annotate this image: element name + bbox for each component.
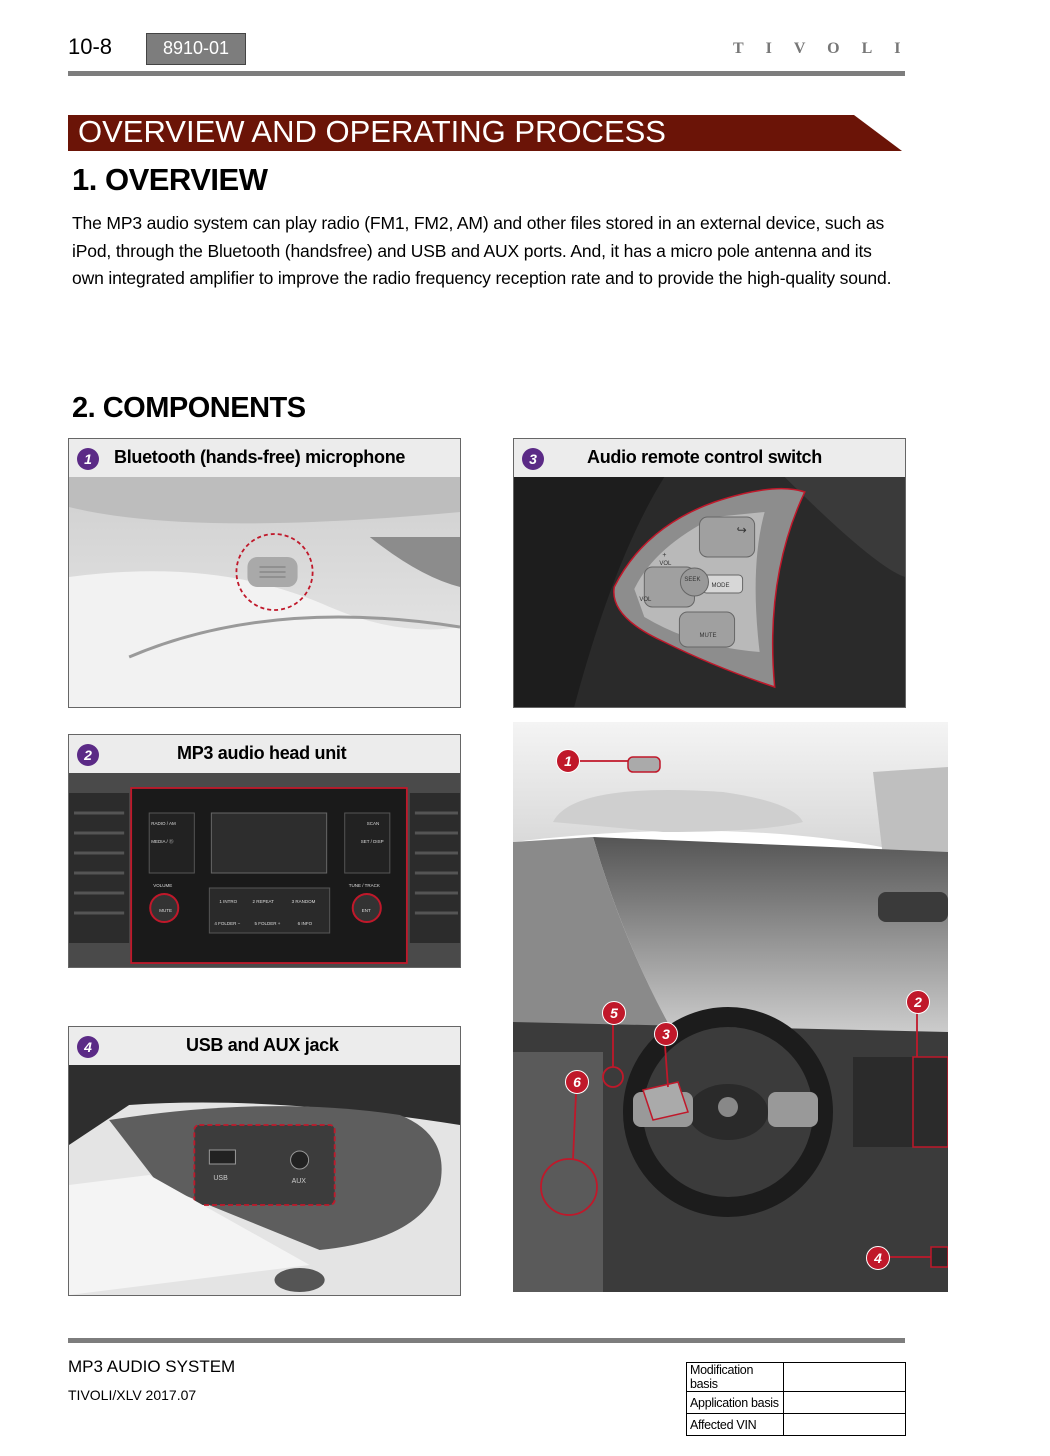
revision-table [686, 1362, 906, 1436]
component-title: MP3 audio head unit [177, 743, 347, 763]
footer-rule [68, 1338, 905, 1343]
svg-text:USB: USB [213, 1175, 228, 1182]
svg-text:1 INTRO: 1 INTRO [219, 899, 238, 904]
revision-row [687, 1414, 906, 1436]
component-number-badge: 4 [77, 1036, 99, 1058]
remote-switch-photo [514, 477, 905, 707]
panel-header [514, 439, 905, 478]
component-panel-remote-switch [513, 438, 906, 708]
svg-text:2 REPEAT: 2 REPEAT [252, 899, 274, 904]
svg-text:MEDIA / Ⓑ: MEDIA / Ⓑ [151, 839, 174, 844]
revision-value [784, 1414, 906, 1436]
microphone-photo [69, 477, 460, 707]
component-panel-microphone [68, 438, 461, 708]
component-number-badge: 3 [522, 448, 544, 470]
footer-subtitle: TIVOLI/XLV 2017.07 [68, 1387, 197, 1403]
component-panel-head-unit [68, 734, 461, 968]
revision-label: Application basis [687, 1392, 784, 1414]
svg-text:ENT: ENT [361, 908, 371, 913]
overview-heading: 1. OVERVIEW [72, 162, 268, 197]
svg-text:5 FOLDER +: 5 FOLDER + [254, 921, 281, 926]
page-number: 10-8 [68, 34, 113, 59]
cabin-overview-photo [513, 722, 948, 1292]
svg-text:+: + [662, 552, 667, 559]
cabin-callout-3: 3 [654, 1022, 678, 1046]
panel-header [69, 439, 460, 478]
svg-text:RADIO / AM: RADIO / AM [151, 821, 176, 826]
section-banner-title: OVERVIEW AND OPERATING PROCESS [78, 114, 666, 149]
header-rule [68, 71, 905, 76]
section-code-badge: 8910-01 [146, 33, 246, 65]
revision-label: Affected VIN [687, 1414, 784, 1436]
component-number-badge: 2 [77, 744, 99, 766]
svg-text:MODE: MODE [711, 583, 730, 589]
revision-label: Modification basis [687, 1363, 784, 1392]
component-title: USB and AUX jack [186, 1035, 339, 1055]
revision-row [687, 1392, 906, 1414]
svg-text:AUX: AUX [291, 1178, 306, 1185]
cabin-callout-2: 2 [906, 990, 930, 1014]
component-number-badge: 1 [77, 448, 99, 470]
svg-text:6 INFO: 6 INFO [297, 921, 313, 926]
footer-title: MP3 AUDIO SYSTEM [68, 1357, 236, 1376]
component-panel-usb-aux [68, 1026, 461, 1296]
cabin-callout-5: 5 [602, 1001, 626, 1025]
cabin-callout-4: 4 [866, 1246, 890, 1270]
revision-value [784, 1392, 906, 1414]
svg-text:↪: ↪ [736, 523, 747, 537]
component-title: Audio remote control switch [587, 447, 822, 467]
svg-text:SET / DISP: SET / DISP [360, 839, 384, 844]
cabin-callout-1: 1 [556, 749, 580, 773]
svg-text:VOLUME: VOLUME [153, 883, 173, 888]
panel-header [69, 735, 460, 774]
svg-text:4 FOLDER −: 4 FOLDER − [214, 921, 241, 926]
revision-value [784, 1363, 906, 1392]
svg-text:3 RANDOM: 3 RANDOM [291, 899, 316, 904]
brand-name: TIVOLI [733, 40, 923, 57]
overview-paragraph: The MP3 audio system can play radio (FM1, FM2, AM) and other files stored in an external device, such as iPod, through the Bluetooth (handsfree) and USB and AUX ports. And, it has a micro pole antenna and its own integrated amplifier to improve the radio frequency reception rate and to provide the high-quality sound. [72, 213, 892, 288]
component-title: Bluetooth (hands-free) microphone [114, 447, 406, 467]
components-heading: 2. COMPONENTS [72, 392, 306, 424]
svg-text:VOL: VOL [639, 597, 652, 603]
svg-text:VOL: VOL [659, 561, 672, 567]
cabin-callout-6: 6 [565, 1070, 589, 1094]
svg-text:MUTE: MUTE [699, 633, 717, 639]
svg-text:SCAN: SCAN [366, 821, 380, 826]
panel-header [69, 1027, 460, 1066]
head-unit-photo [69, 773, 460, 967]
svg-text:MUTE: MUTE [159, 908, 172, 913]
svg-text:SEEK: SEEK [684, 577, 701, 583]
revision-row [687, 1363, 906, 1392]
usb-aux-photo [69, 1065, 460, 1295]
svg-text:TUNE / TRACK: TUNE / TRACK [348, 883, 380, 888]
